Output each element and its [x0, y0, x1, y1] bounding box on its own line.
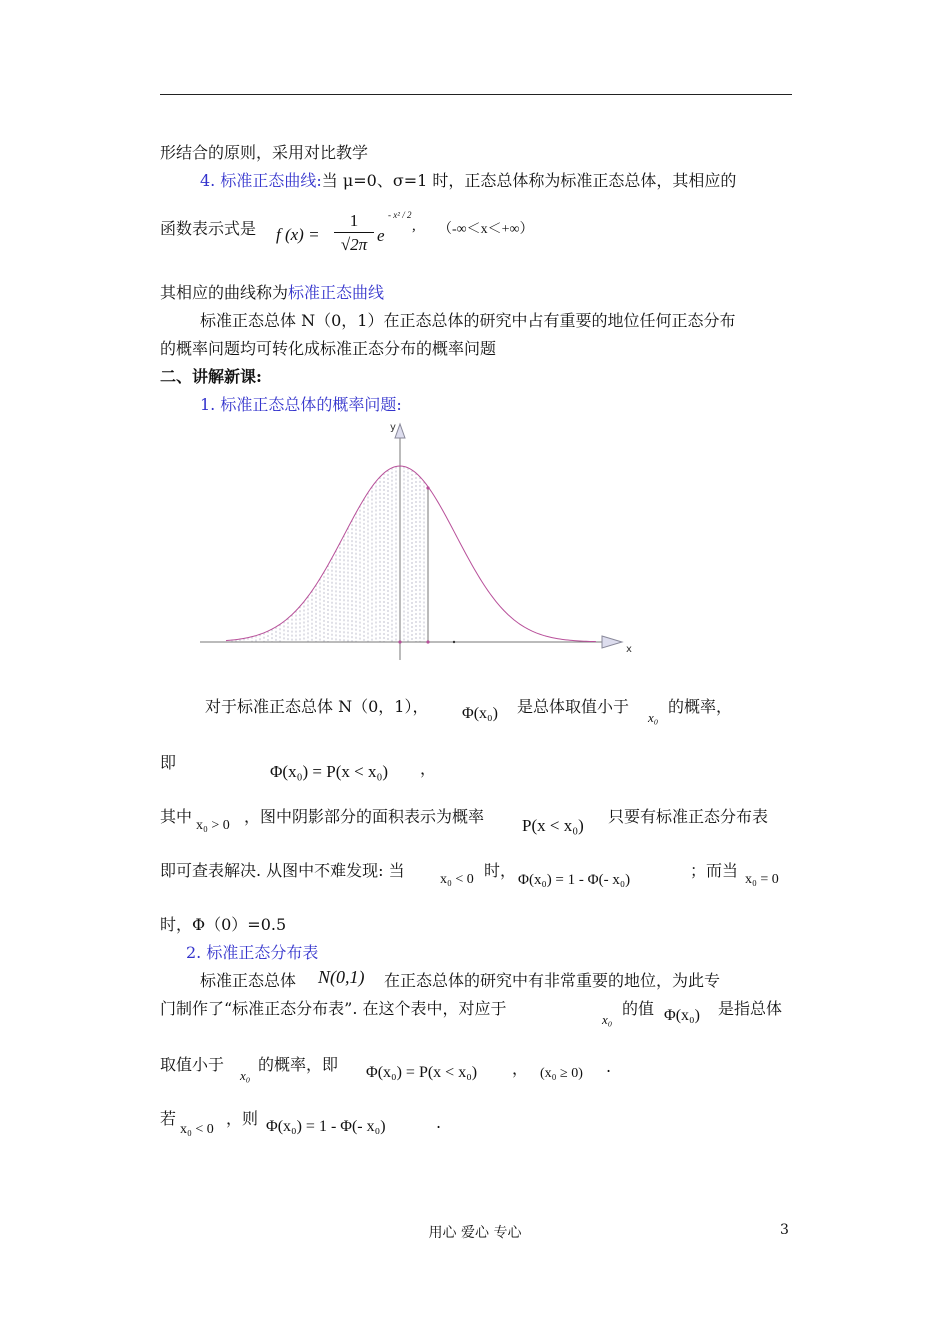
normal-curve-graph [196, 420, 646, 660]
math-x0-positive: x₀ > 0 [196, 818, 230, 833]
math-phi-x0: Φ(x₀) [462, 705, 498, 722]
x-axis-label: x [626, 644, 632, 655]
curve-name-prefix: 其相应的曲线称为 [160, 283, 289, 302]
paragraph-4-text-2: ，图中阴影部分的面积表示为概率 [244, 807, 485, 826]
math-x0: x₀ [602, 1012, 613, 1027]
math-x0-zero: x₀ = 0 [745, 872, 779, 887]
curve-name-line [160, 282, 384, 304]
paragraph-2-text-3: 的概率， [668, 697, 733, 716]
formula-domain: （-∞＜x＜+∞） [438, 222, 534, 237]
shaded-area-hatching [232, 466, 424, 642]
subsection-2: 2. 标准正态分布表 [186, 943, 319, 962]
paragraph-8-text-3: 是指总体 [718, 999, 783, 1018]
formula-numerator: 1 [334, 210, 374, 233]
paragraph-2-text-2: 是总体取值小于 [517, 697, 630, 716]
paragraph-5-text-1: 即可查表解决. 从图中不难发现: 当 [160, 861, 405, 880]
section-4-line [200, 170, 736, 192]
x0-point [426, 640, 429, 643]
math-x0-nonnegative: (x₀ ≥ 0) [540, 1066, 583, 1081]
paragraph-2-text-1: 对于标准正态总体 N（0，1）， [205, 697, 429, 716]
math-x0: x₀ [240, 1068, 251, 1083]
subsection-1: 1. 标准正态总体的概率问题: [200, 395, 402, 414]
paragraph-10-text-3: . [436, 1113, 442, 1132]
paragraph-8-text-1: 门制作了“标准正态分布表”. 在这个表中，对应于 [160, 999, 507, 1018]
header-rule [160, 94, 792, 95]
paragraph-9-text-4: . [606, 1057, 612, 1076]
math-symmetry-relation: Φ(x₀) = 1 - Φ(- x₀) [518, 872, 631, 888]
function-intro: 函数表示式是 [160, 219, 257, 238]
paragraph-6: 时，Φ（0）=0.5 [160, 915, 287, 934]
paragraph-9-text-1: 取值小于 [160, 1055, 225, 1074]
text-line: 形结合的原则，采用对比教学 [160, 143, 369, 162]
paragraph-7-text-2: 在正态总体的研究中有非常重要的地位，为此专 [384, 971, 721, 990]
paragraph-5-text-2: 时， [484, 861, 517, 880]
formula-exponent: - x² / 2 [388, 210, 412, 220]
math-x0-negative: x₀ < 0 [180, 1122, 214, 1137]
formula-fraction [334, 210, 374, 257]
standard-normal-curve [226, 466, 596, 642]
formula-e: e [377, 226, 385, 245]
paragraph-10-text-2: ，则 [226, 1109, 259, 1128]
paragraph-8-text-2: 的值 [622, 999, 655, 1018]
paragraph-5-text-3: ；而当 [690, 861, 739, 880]
page-footer: 用心 爱心 专心 [428, 1225, 522, 1241]
formula-comma: , [412, 218, 416, 234]
math-phi-definition: Φ(x₀) = P(x < x₀) [270, 762, 389, 781]
y-axis-arrow [395, 424, 405, 438]
paragraph-9-text-3: ， [512, 1059, 529, 1078]
paragraph-3-text-1: 即 [160, 753, 177, 772]
formula-denominator: √2π [340, 235, 368, 254]
paragraph-10-text-1: 若 [160, 1109, 177, 1128]
math-n01: N(0,1) [318, 967, 365, 987]
math-phi-x0: Φ(x₀) [664, 1007, 700, 1024]
axis-tick-point [453, 641, 455, 643]
math-x0: x₀ [648, 710, 659, 725]
section-4-label: 4. 标准正态曲线: [200, 171, 322, 190]
x-axis-arrow [602, 636, 622, 648]
heading-2: 二、讲解新课: [160, 367, 262, 386]
math-symmetry-relation: Φ(x₀) = 1 - Φ(- x₀) [266, 1118, 386, 1135]
paragraph-9-text-2: 的概率，即 [258, 1055, 339, 1074]
curve-point-x0 [426, 486, 429, 489]
section-4-text: 当 μ=0、σ=1 时，正态总体称为标准正态总体，其相应的 [321, 171, 737, 190]
paragraph-4-text-3: 只要有标准正态分布表 [608, 807, 769, 826]
paragraph-4-text-1: 其中 [160, 807, 193, 826]
y-axis-label: y [390, 422, 396, 433]
paragraph-1-line-1: 标准正态总体 N（0，1）在正态总体的研究中占有重要的地位任何正态分布 [200, 311, 736, 330]
page-number: 3 [780, 1222, 789, 1238]
math-x0-negative: x₀ < 0 [440, 872, 474, 887]
math-probability: P(x < x₀) [522, 816, 584, 835]
paragraph-7-text-1: 标准正态总体 [200, 971, 297, 990]
curve-name-term: 标准正态曲线 [288, 283, 385, 302]
origin-point [398, 640, 401, 643]
math-phi-definition: Φ(x₀) = P(x < x₀) [366, 1064, 478, 1081]
paragraph-1-line-2: 的概率问题均可转化成标准正态分布的概率问题 [160, 339, 497, 358]
formula-lhs: f (x) = [276, 225, 320, 244]
paragraph-3-text-2: ， [420, 759, 437, 778]
